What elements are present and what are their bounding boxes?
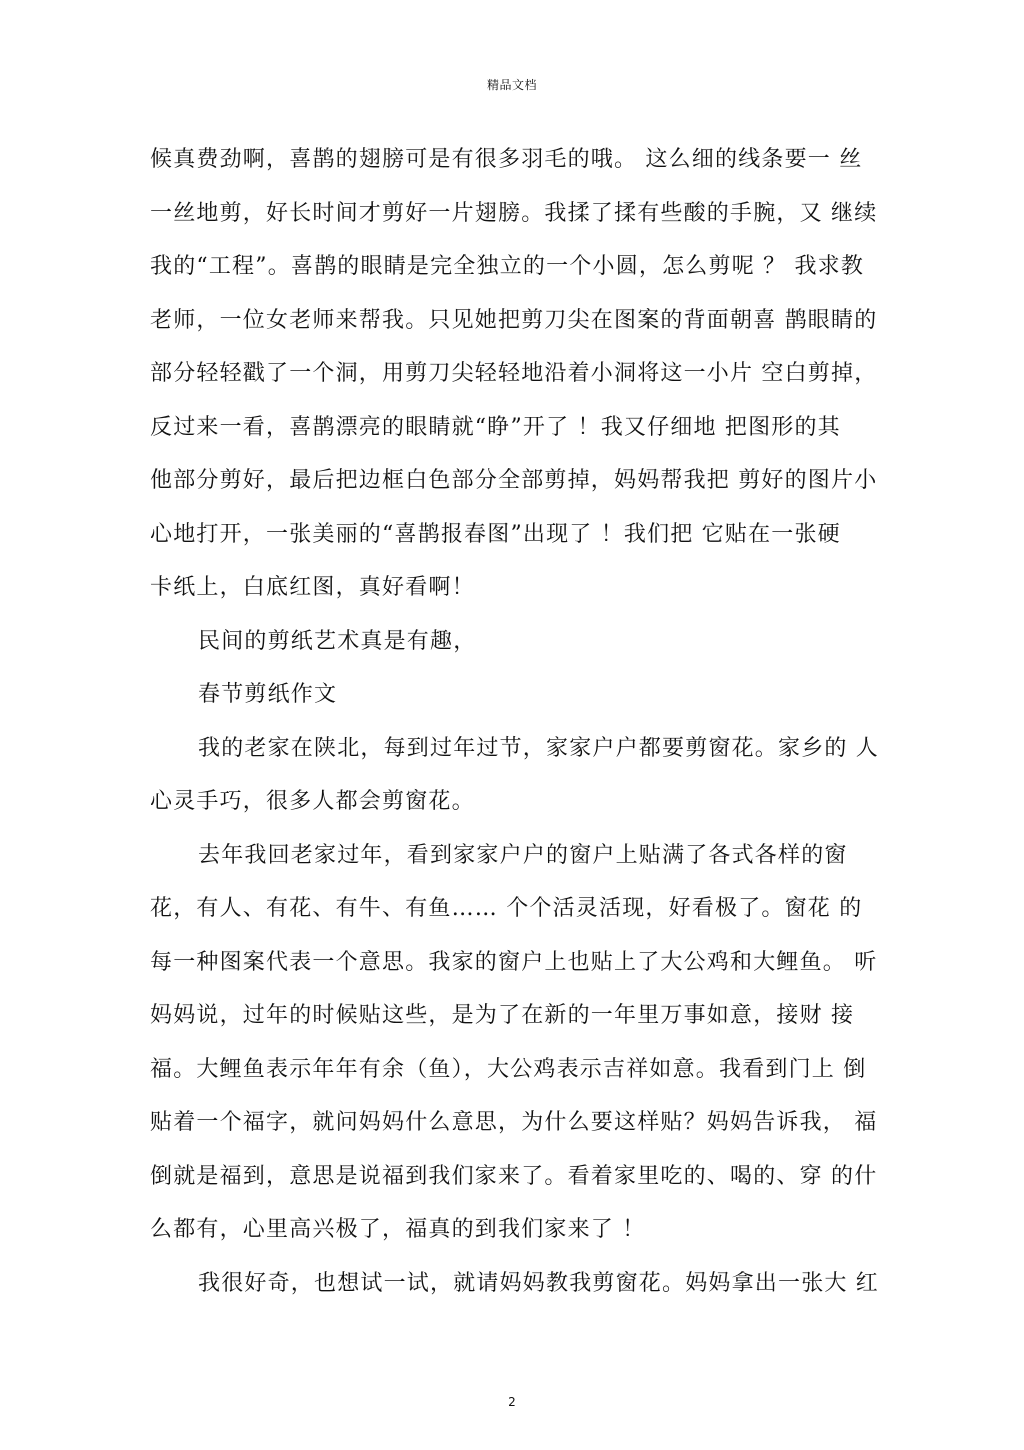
text-line: 心地打开，一张美丽的“喜鹊报春图”出现了 ！我们把 它贴在一张硬	[150, 521, 841, 547]
text-line: 福。大鲤鱼表示年年有余（鱼），大公鸡表示吉祥如意。我看到门上 倒	[150, 1056, 867, 1082]
text-line: 反过来一看，喜鹊漂亮的眼睛就“睁”开了 ！我又仔细地 把图形的其	[150, 414, 841, 440]
text-line: 倒就是福到，意思是说福到我们家来了。看着家里吃的、喝的、穿 的什	[150, 1163, 878, 1189]
text-line: 他部分剪好，最后把边框白色部分全部剪掉，妈妈帮我把 剪好的图片小	[150, 468, 878, 493]
paragraph-line: 去年我回老家过年，看到家家户户的窗户上贴满了各式各样的窗	[198, 842, 848, 868]
page-number: 2	[508, 1395, 516, 1409]
text-line: 妈妈说，过年的时候贴这些，是为了在新的一年里万事如意，接财 接	[150, 1003, 855, 1028]
paragraph-line: 我很好奇，也想试一试，就请妈妈教我剪窗花。妈妈拿出一张大 红	[198, 1270, 879, 1296]
text-line: 贴着一个福字，就问妈妈什么意思，为什么要这样贴？妈妈告诉我， 福	[150, 1110, 878, 1135]
text-line: 么都有，心里高兴极了，福真的到我们家来了 ！	[150, 1217, 646, 1242]
text-line: 老师，一位女老师来帮我。只见她把剪刀尖在图案的背面朝喜 鹊眼睛的	[150, 307, 878, 333]
document-body	[150, 140, 879, 1317]
text-line: 我的“工程”。喜鹊的眼睛是完全独立的一个小圆，怎么剪呢 ？ 我求教	[150, 254, 865, 279]
text-line: 每一种图案代表一个意思。我家的窗户上也贴上了大公鸡和大鲤鱼。 听	[150, 949, 878, 975]
paragraph-line: 我的老家在陕北，每到过年过节，家家户户都要剪窗花。家乡的 人	[198, 735, 879, 761]
paragraph-line: 民间的剪纸艺术真是有趣，	[198, 628, 477, 654]
text-line: 花，有人、有花、有牛、有鱼…… 个个活灵活现，好看极了。窗花 的	[150, 896, 863, 921]
page-header: 精品文档	[486, 78, 537, 92]
text-line: 候真费劲啊，喜鹊的翅膀可是有很多羽毛的哦。 这么细的线条要一 丝	[150, 147, 863, 172]
text-line: 部分轻轻戳了一个洞，用剪刀尖轻轻地沿着小洞将这一小片 空白剪掉，	[150, 361, 878, 386]
text-line: 心灵手巧，很多人都会剪窗花。	[150, 789, 475, 814]
section-title: 春节剪纸作文	[198, 682, 338, 707]
text-line: 一丝地剪，好长时间才剪好一片翅膀。我揉了揉有些酸的手腕，又 继续	[150, 200, 878, 226]
text-line: 卡纸上，白底红图，真好看啊！	[150, 575, 475, 600]
